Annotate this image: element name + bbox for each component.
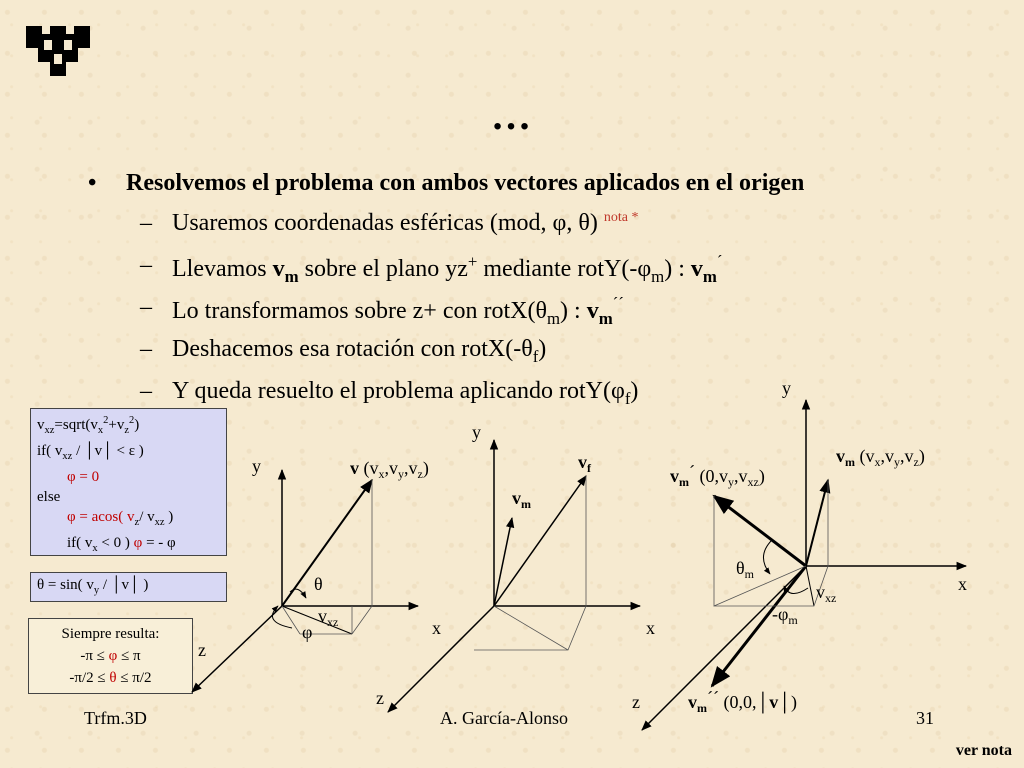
d3-theta-m-label: $\theta_m$ (736, 558, 754, 581)
d3-vm-label: $v_m$ $(v_x,v_y,v_z)$ (836, 446, 925, 469)
note-link[interactable]: nota * (603, 210, 639, 225)
slide-title: … (491, 93, 533, 138)
d1-x-label: x (432, 618, 441, 638)
d3-vxz (806, 566, 814, 606)
algo-line-2: if( $v_{xz}$ / │v│ < ε ) (37, 443, 144, 462)
d3-z-label: z (632, 692, 640, 712)
algo-line-6: if( $v_x < 0$ ) φ = - φ (67, 535, 176, 554)
diagram-2 (388, 440, 640, 712)
d2-vf-label: $v_f$ (578, 452, 591, 475)
d1-z-label: z (198, 640, 206, 660)
d1-vxz-label: $v_{xz}$ (318, 606, 339, 629)
d2-z-axis (388, 606, 494, 712)
d3-vm-vector (806, 480, 828, 566)
d1-theta-label: θ (314, 574, 323, 594)
algo-line-3: φ = 0 (67, 469, 100, 485)
d2-x-label: x (646, 618, 655, 638)
footer-left: Trfm.3D (84, 708, 147, 728)
d3-y-label: y (782, 378, 791, 398)
diagram-3 (642, 400, 966, 730)
result-line-3: -π/2 ≤ θ ≤ π/2 (69, 670, 152, 686)
diagram-1 (192, 470, 418, 692)
d3-vxz-label: $v_{xz}$ (816, 582, 837, 605)
d3-x-label: x (958, 574, 967, 594)
d2-y-label: y (472, 422, 481, 442)
d2-z-label: z (376, 688, 384, 708)
algo-line-1: $v_{xz}=sqrt(v_x^2+v_z^2)$ (37, 415, 140, 436)
result-line-2: -π ≤ φ ≤ π (80, 648, 141, 664)
d3-vm2-label: $v_m´´$ (0,0,│v│) (688, 688, 798, 715)
algo-line-4: else (37, 489, 61, 505)
d1-v-label: v $(v_x,v_y,v_z)$ (350, 458, 429, 481)
d1-vxz (282, 606, 352, 634)
theta-box: θ = sin( $v_y$ / │v│ ) (30, 572, 227, 602)
d3-vm1-label: $v_m´$ $(0,v_y,v_{xz})$ (670, 462, 765, 489)
d1-phi-label: φ (302, 622, 313, 642)
result-line-1: Siempre resulta: (61, 626, 160, 642)
page-number: 31 (916, 708, 934, 728)
algo-line-5: φ = acos( $v_z/$ $v_{xz}$ ) (67, 509, 174, 528)
ver-nota-link[interactable]: ver nota (955, 742, 1012, 759)
footer-author: A. García-Alonso (440, 708, 568, 728)
d3-vm1-vector (714, 496, 806, 566)
d1-y-label: y (252, 456, 261, 476)
d2-vm-label: $v_m$ (512, 488, 531, 511)
d1-v-vector (282, 480, 372, 606)
d3-neg-phi-m-label: $-\varphi_m$ (772, 604, 798, 627)
